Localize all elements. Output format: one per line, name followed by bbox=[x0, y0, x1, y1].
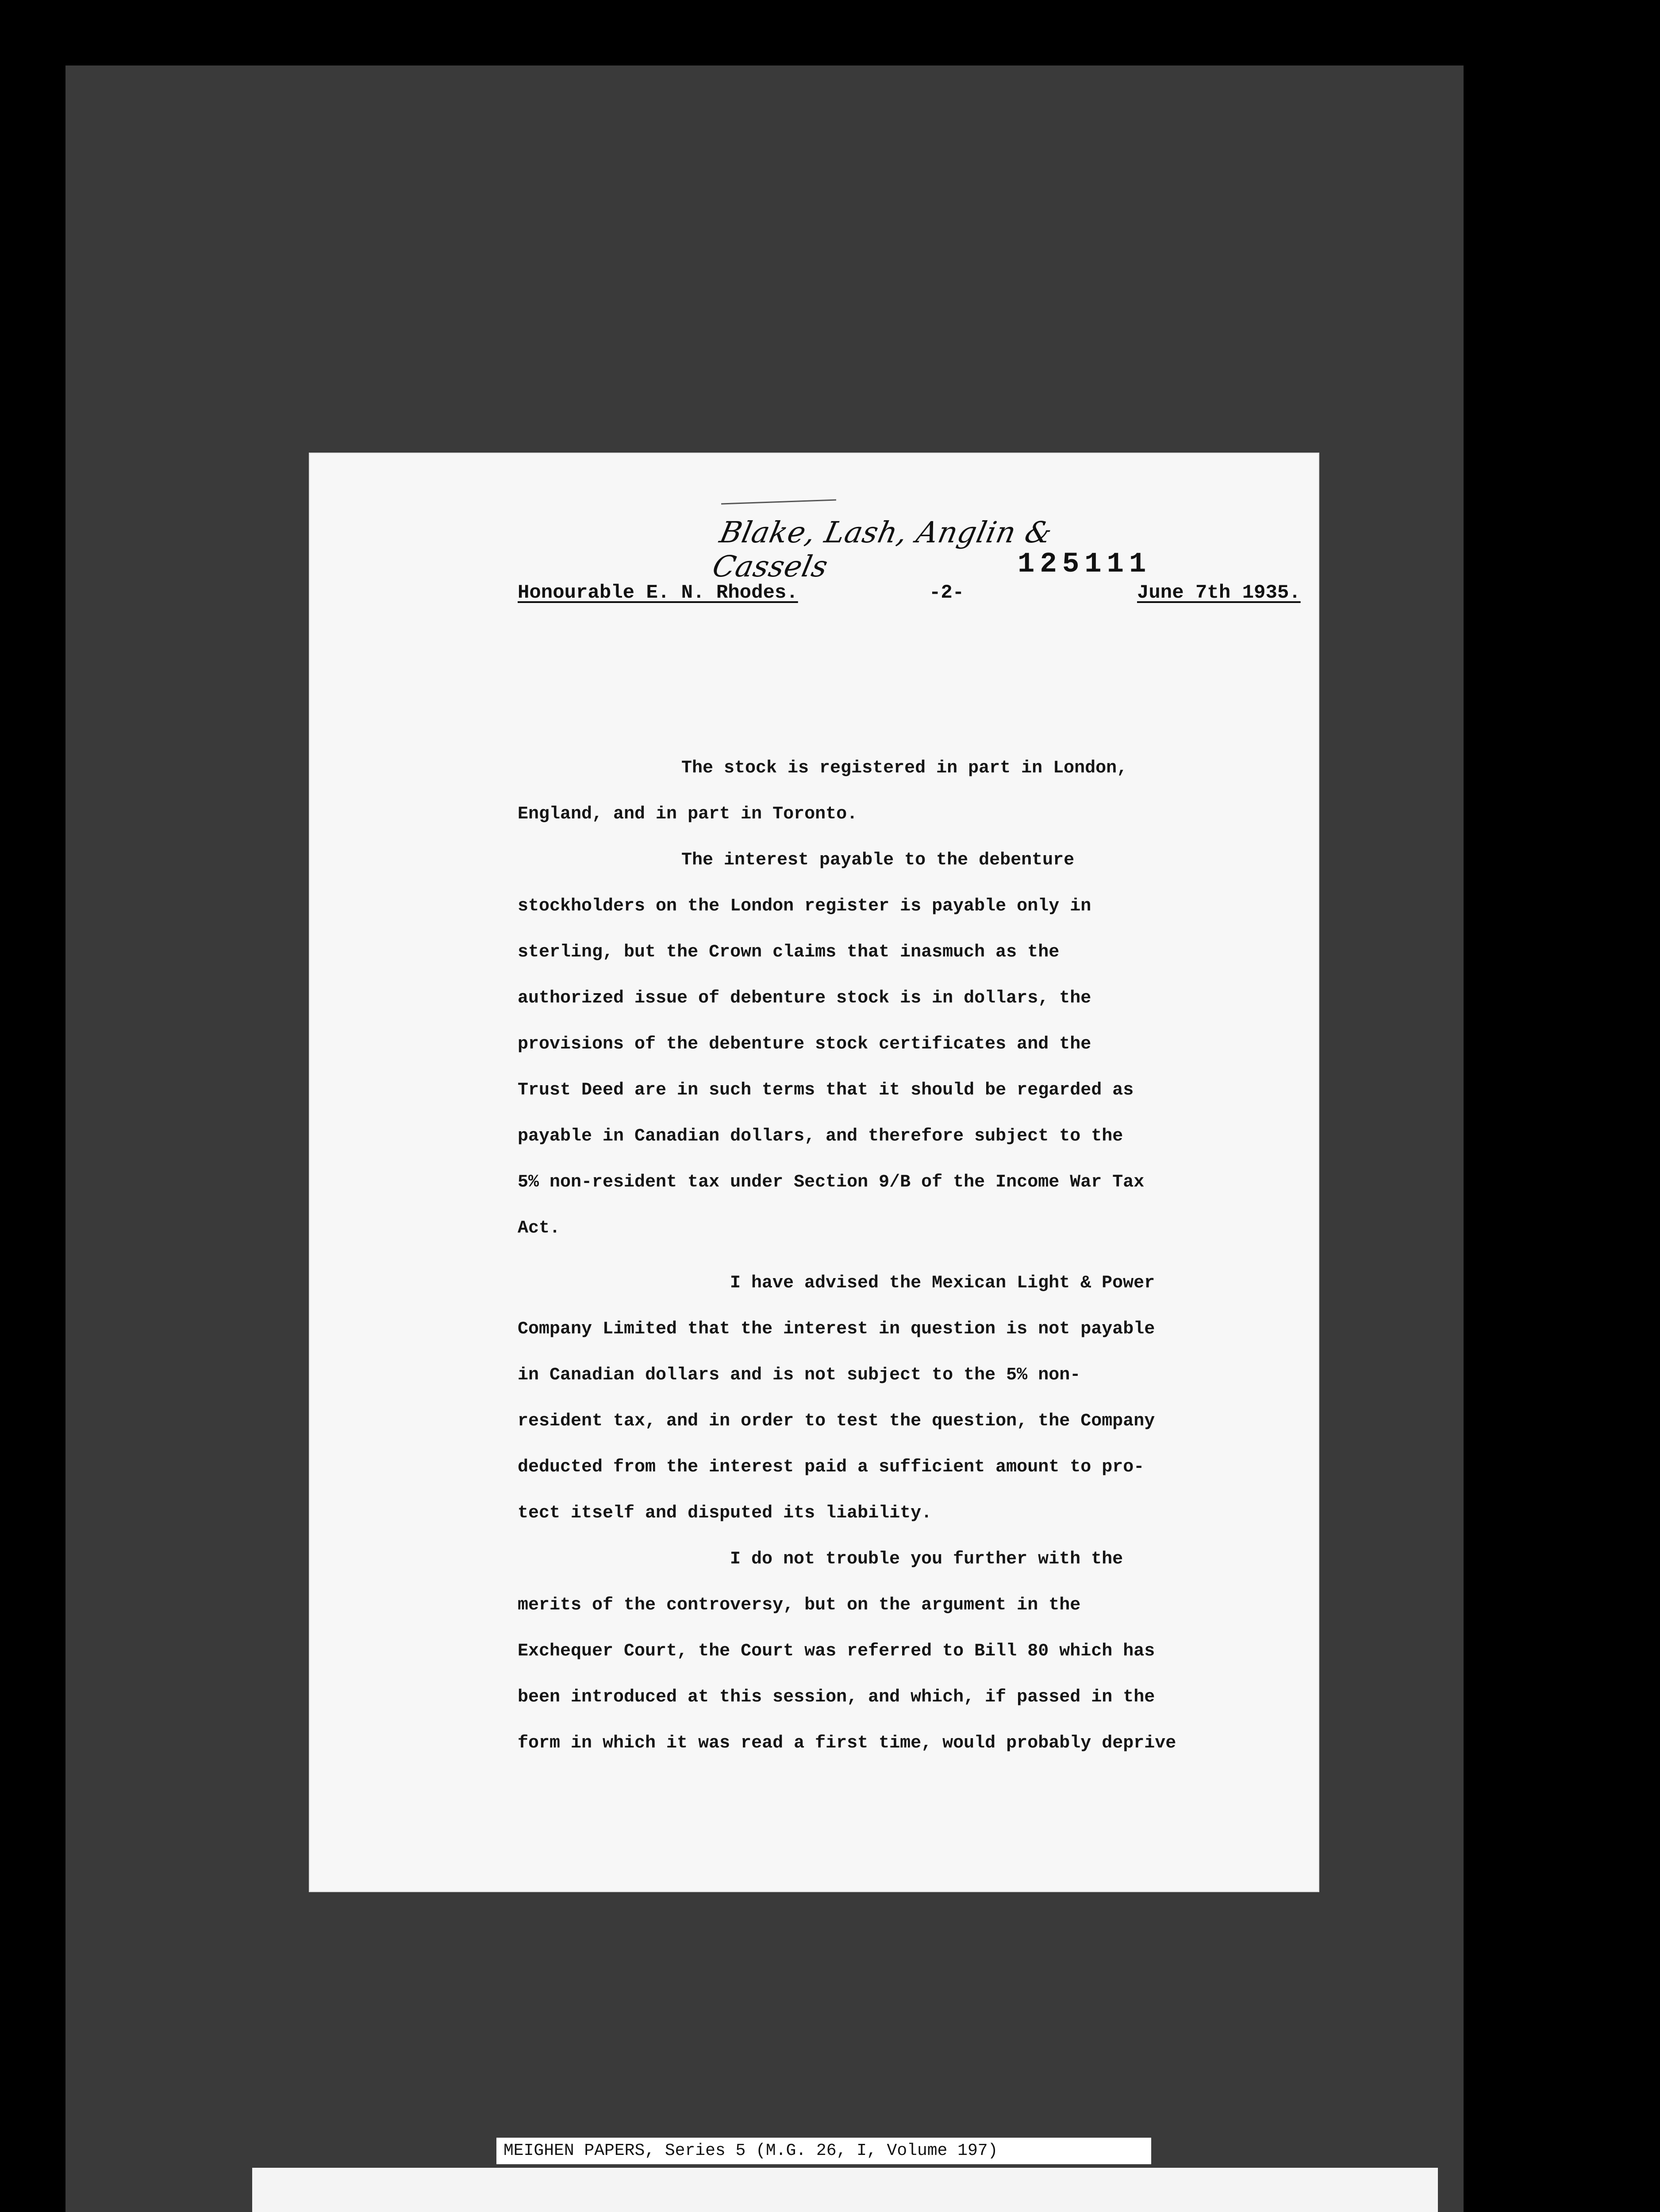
text-line: tect itself and disputed its liability. bbox=[518, 1503, 932, 1523]
letter-body bbox=[518, 745, 1305, 1767]
text-line: deducted from the interest paid a sufficient amount to pro- bbox=[518, 1457, 1145, 1477]
text-line: The stock is registered in part in London, bbox=[681, 758, 1128, 778]
text-line: Trust Deed are in such terms that it should be regarded as bbox=[518, 1080, 1134, 1100]
text-line: form in which it was read a first time, would probably deprive bbox=[518, 1733, 1176, 1753]
text-line: The interest payable to the debenture bbox=[681, 850, 1075, 870]
text-line: in Canadian dollars and is not subject to the 5% non- bbox=[518, 1365, 1081, 1385]
text-line: I do not trouble you further with the bbox=[730, 1549, 1123, 1569]
text-line: I have advised the Mexican Light & Power bbox=[730, 1273, 1155, 1293]
text-line: Company Limited that the interest in question is not payable bbox=[518, 1319, 1155, 1339]
letterhead-flourish bbox=[721, 499, 836, 504]
letterhead-logo: Blake, Lash, Anglin & Cassels bbox=[709, 515, 1056, 584]
series-label: MEIGHEN PAPERS, Series 5 (M.G. 26, I, Volume 197) bbox=[496, 2138, 1151, 2164]
text-line: been introduced at this session, and which, if passed in the bbox=[518, 1687, 1155, 1707]
text-line: merits of the controversy, but on the argument in the bbox=[518, 1595, 1081, 1615]
letter-page bbox=[310, 453, 1318, 1891]
text-line: payable in Canadian dollars, and therefore subject to the bbox=[518, 1126, 1123, 1146]
text-line: England, and in part in Toronto. bbox=[518, 804, 858, 824]
text-line: sterling, but the Crown claims that inasmuch as the bbox=[518, 942, 1060, 962]
text-line: stockholders on the London register is payable only in bbox=[518, 896, 1091, 916]
letter-date: June 7th 1935. bbox=[1137, 582, 1301, 604]
page-number: -2- bbox=[929, 582, 964, 604]
text-line: resident tax, and in order to test the question, the Company bbox=[518, 1411, 1155, 1431]
addressee: Honourable E. N. Rhodes. bbox=[518, 582, 798, 604]
text-line: 5% non-resident tax under Section 9/B of the Income War Tax bbox=[518, 1172, 1145, 1192]
text-line: Exchequer Court, the Court was referred to Bill 80 which has bbox=[518, 1641, 1155, 1661]
file-number-stamp: 125111 bbox=[1018, 549, 1152, 580]
text-line: authorized issue of debenture stock is in dollars, the bbox=[518, 988, 1091, 1008]
text-line: provisions of the debenture stock certificates and the bbox=[518, 1034, 1091, 1054]
archive-stamp-card bbox=[252, 2168, 1438, 2212]
letter-header bbox=[518, 582, 1301, 622]
text-line: Act. bbox=[518, 1218, 561, 1238]
